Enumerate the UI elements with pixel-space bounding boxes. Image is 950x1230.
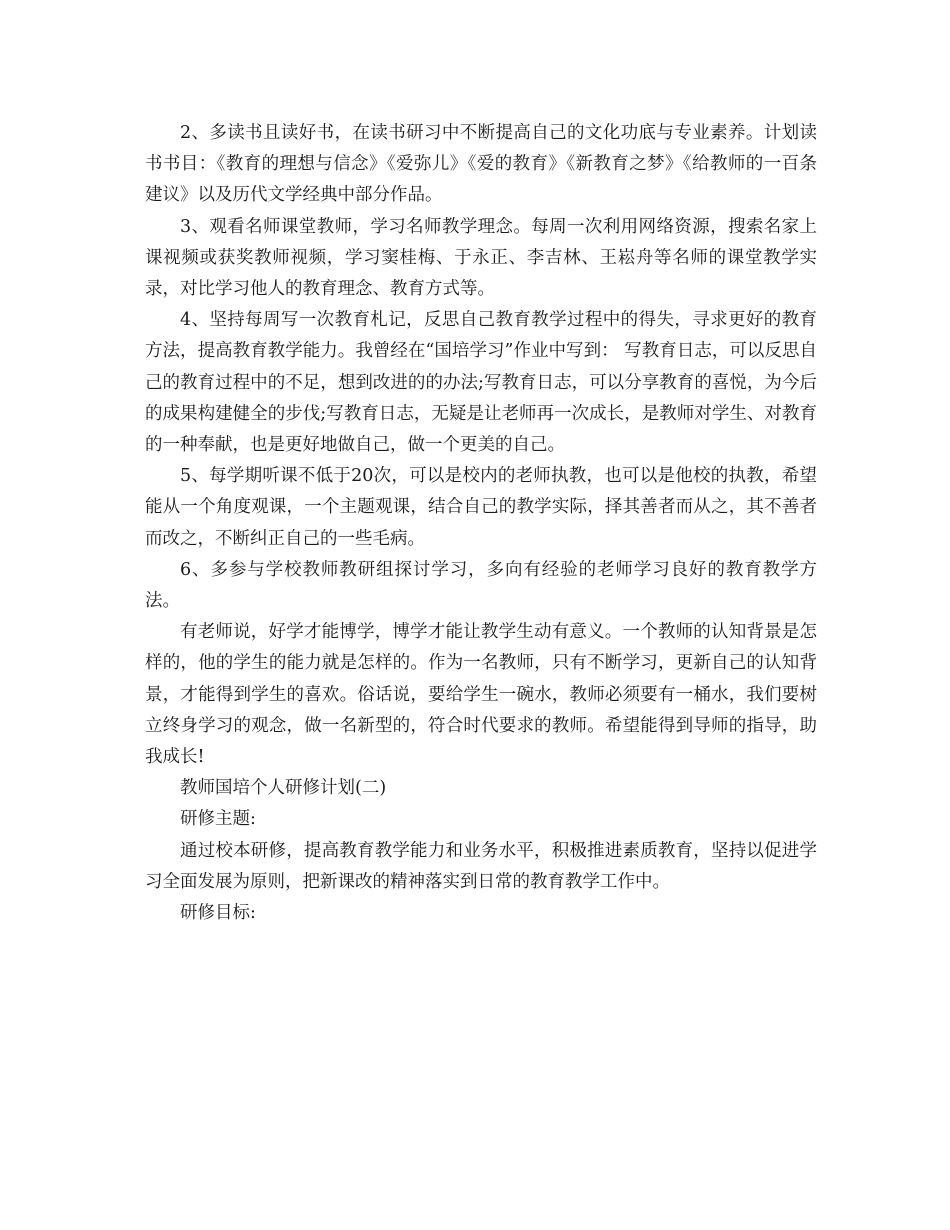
paragraph-class-observation: 5、每学期听课不低于20次，可以是校内的老师执教，也可以是他校的执教，希望能从一个角度观课，一个主题观课，结合自己的教学实际，择其善者而从之，其不善者而改之，不断纠正自己的一些毛病。 — [145, 466, 817, 549]
paragraph-weekly-notes: 4、坚持每周写一次教育札记，反思自己教育教学过程中的得失，寻求更好的教育方法，提高教育教学能力。我曾经在“国培学习”作业中写到： 写教育日志，可以反思自己的教育过程中的不足，想到改进的的办法;写教育日志，可以分享教育的喜悦，为今后的成果构建健全的步伐;写教育日志，无疑是让老师再一次成长，是教师对学生、对教育的一种奉献，也是更好地做自己，做一个更美的自己。 — [145, 310, 817, 456]
paragraph-conclusion: 有老师说，好学才能博学，博学才能让教学生动有意义。一个教师的认知背景是怎样的，他的学生的能力就是怎样的。作为一名教师，只有不断学习，更新自己的认知背景，才能得到学生的喜欢。俗话说，要给学生一碗水，教师必须要有一桶水，我们要树立终身学习的观念，做一名新型的，符合时代要求的教师。希望能得到导师的指导，助我成长! — [145, 622, 817, 768]
paragraph-watch-lessons: 3、观看名师课堂教师，学习名师教学理念。每周一次利用网络资源，搜索名家上课视频或获奖教师视频，学习窦桂梅、于永正、李吉林、王崧舟等名师的课堂教学实录，对比学习他人的教育理念、教育方式等。 — [145, 216, 817, 300]
paragraph-reading-plan: 2、多读书且读好书，在读书研习中不断提高自己的文化功底与专业素养。计划读书书目：《教育的理想与信念》《爱弥儿》《爱的教育》《新教育之梦》《给教师的一百条建议》以及历代文学经典中部分作品。 — [145, 123, 817, 206]
paragraph-teaching-research: 6、多参与学校教师教研组探讨学习，多向有经验的老师学习良好的教育教学方法。 — [145, 559, 817, 612]
goal-label: 研修目标: — [180, 903, 256, 924]
theme-label: 研修主题: — [180, 809, 256, 830]
section-title: 教师国培个人研修计划(二) — [180, 778, 387, 799]
theme-text: 通过校本研修，提高教育教学能力和业务水平，积极推进素质教育，坚持以促进学习全面发展为原则，把新课改的精神落实到日常的教育教学工作中。 — [145, 840, 817, 892]
document-body — [145, 118, 817, 929]
